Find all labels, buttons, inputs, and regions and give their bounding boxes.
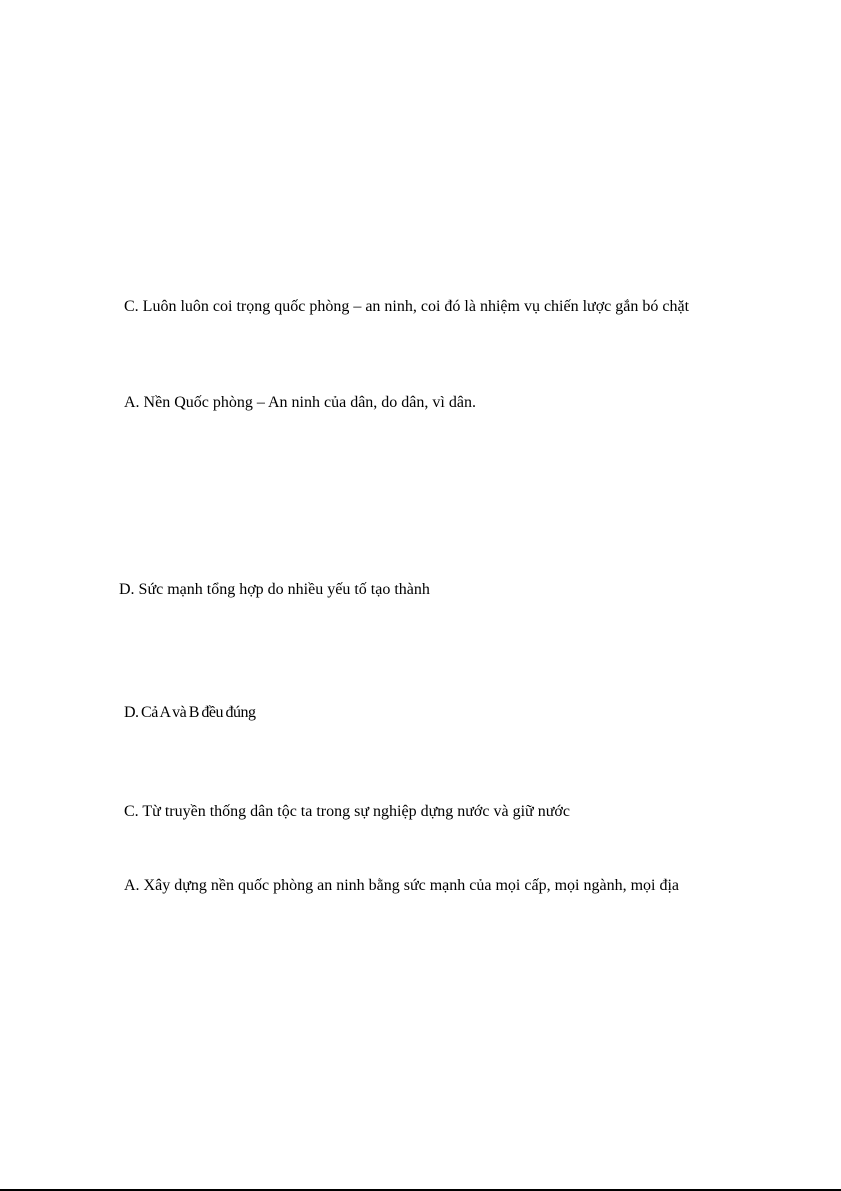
answer-option-a-people-defense: A. Nền Quốc phòng – An ninh của dân, do dân, vì dân. (124, 394, 476, 411)
answer-option-a-build-defense: A. Xây dựng nền quốc phòng an ninh bằng sức mạnh của mọi cấp, mọi ngành, mọi địa (124, 877, 680, 894)
answer-option-c-national-defense: C. Luôn luôn coi trọng quốc phòng – an ninh, coi đó là nhiệm vụ chiến lược gắn bó chặt (124, 298, 690, 315)
answer-option-c-tradition: C. Từ truyền thống dân tộc ta trong sự nghiệp dựng nước và giữ nước (124, 803, 570, 820)
answer-option-d-both-correct: D. Cả A và B đều đúng (124, 704, 256, 721)
answer-option-d-combined-strength: D. Sức mạnh tổng hợp do nhiều yếu tố tạo thành (119, 581, 430, 598)
